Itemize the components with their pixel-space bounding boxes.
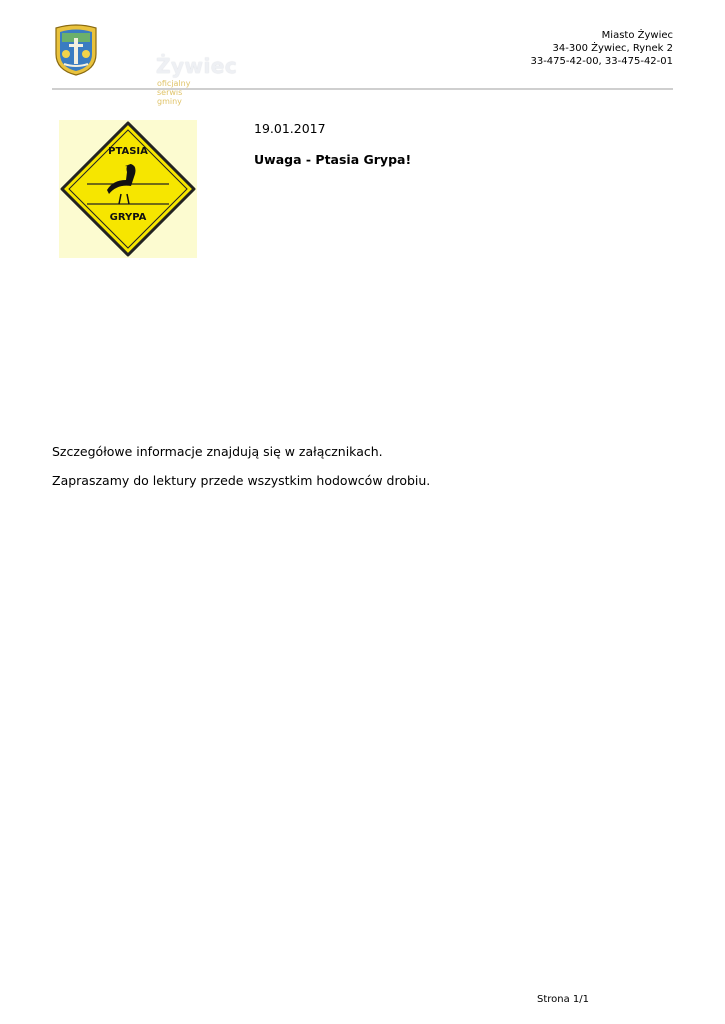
article-paragraph: Szczegółowe informacje znajdują się w załącznikach.	[52, 444, 383, 459]
header-divider	[52, 88, 673, 90]
bird-flu-warning-sign-icon	[59, 120, 197, 258]
contact-address: 34-300 Żywiec, Rynek 2	[552, 43, 673, 54]
sign-top-text: PTASIA	[108, 146, 148, 157]
contact-block	[530, 29, 673, 68]
article-date: 19.01.2017	[254, 121, 326, 136]
contact-name: Miasto Żywiec	[601, 30, 673, 41]
logo-brand-text: Żywiec	[156, 54, 238, 78]
article-paragraph: Zapraszamy do lektury przede wszystkim hodowców drobiu.	[52, 473, 431, 488]
contact-phones: 33-475-42-00, 33-475-42-01	[530, 56, 673, 67]
article-image	[59, 120, 197, 258]
page-number: Strona 1/1	[537, 994, 590, 1005]
coat-of-arms-icon	[52, 24, 100, 76]
sign-bottom-text: GRYPA	[109, 212, 147, 223]
municipality-logo[interactable]	[52, 24, 238, 106]
logo-tagline: oficjalny serwis gminy	[157, 79, 191, 106]
article-title: Uwaga - Ptasia Grypa!	[254, 152, 412, 167]
page-header	[0, 0, 725, 106]
